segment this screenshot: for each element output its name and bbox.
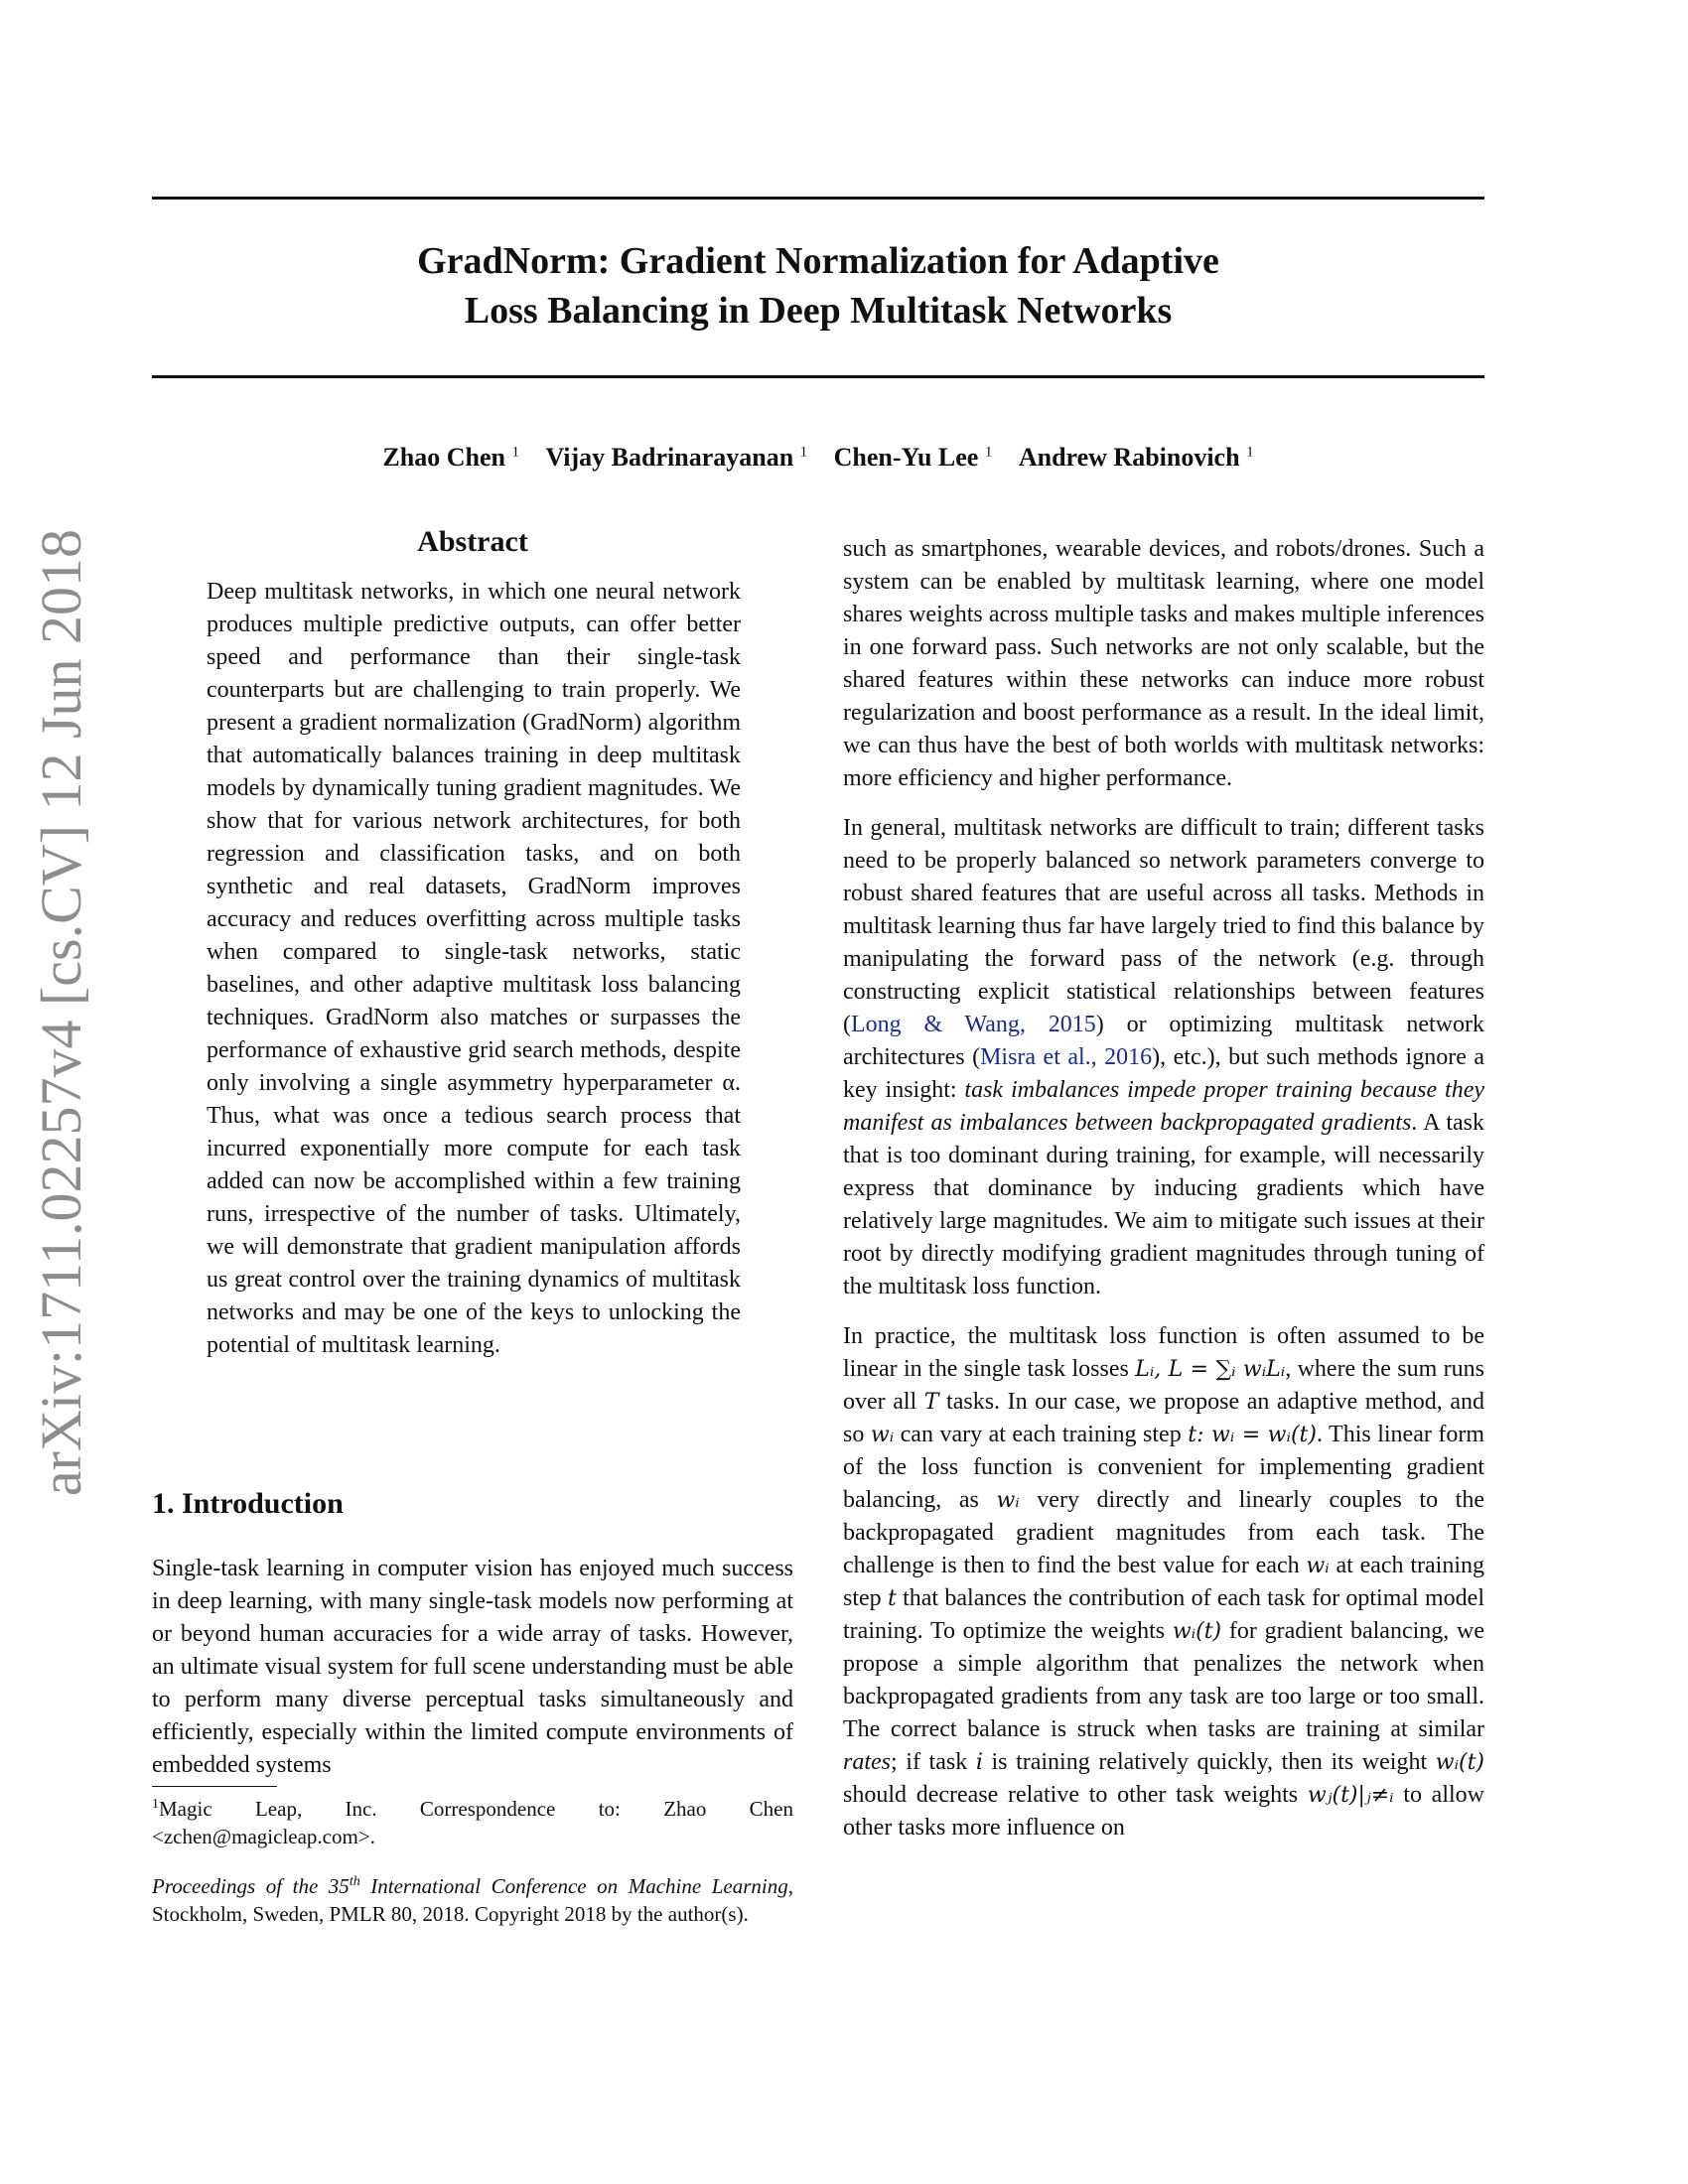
- emphasis-text: rates: [843, 1749, 891, 1775]
- text-run: In general, multitask networks are difficult to train; different tasks need to be properly balanced so network parameters converge to robust shared features that are useful across all tasks. Methods in multitask learning thus far have largely tried to find this balance by manipulating the forward pass of the network (e.g. through constructing explicit statistical relationships between features (: [843, 815, 1484, 1037]
- title-top-rule: [152, 197, 1484, 200]
- text-run: very directly and linearly couples to the backpropagated gradient magnitudes from each task. The challenge is then to find the best value for each: [843, 1487, 1484, 1578]
- author: [1019, 443, 1254, 472]
- math-inline: Lᵢ, L = ∑ᵢ wᵢLᵢ: [1135, 1357, 1286, 1382]
- text-run: . This linear form of the loss function is convenient for implementing gradient balancing, as: [843, 1422, 1484, 1513]
- text-run: . A task that is too dominant during training, for example, will necessarily express that dominance by inducing gradients which have relatively large magnitudes. We aim to mitigate such issues at their root by directly modifying gradient magnitudes through tuning of the multitask loss function.: [843, 1110, 1485, 1299]
- paragraph: such as smartphones, wearable devices, and robots/drones. Such a system can be enabled by multitask learning, where one model shares weights across multiple tasks and makes multiple inferences in one forward pass. Such networks are not only scalable, but the shared features within these networks can induce more robust regularization and boost performance as a result. In the ideal limit, we can thus have the best of both worlds with multitask networks: more efficiency and higher performance.: [843, 536, 1484, 791]
- arxiv-identifier[interactable]: arXiv:1711.02257v4 [cs.CV] 12 Jun 2018: [29, 528, 93, 1497]
- author-name: Vijay Badrinarayanan: [545, 442, 794, 472]
- title-line-2: Loss Balancing in Deep Multitask Networks: [464, 290, 1173, 332]
- author-list: [152, 434, 1484, 476]
- title-line-1: GradNorm: Gradient Normalization for Adaptive: [417, 240, 1219, 282]
- math-inline: wᵢ: [996, 1488, 1020, 1513]
- math-inline: wᵢ: [1306, 1554, 1330, 1578]
- author-name: Andrew Rabinovich: [1018, 442, 1240, 472]
- abstract-text: Deep multitask networks, in which one neural network produces multiple predictive outputs, can offer better speed and performance than their single-task counterparts but are challenging to train properly. We present a gradient normalization (GradNorm) algorithm that automatically balances training in deep multitask models by dynamically tuning gradient magnitudes. We show that for various network architectures, for both regression and classification tasks, and on both synthetic and real datasets, GradNorm improves accuracy and reduces overfitting across multiple tasks when compared to single-task networks, static baselines, and other adaptive multitask loss balancing techniques. GradNorm also matches or surpasses the performance of exhaustive grid search methods, despite only involving a single asymmetry hyperparameter α. Thus, what was once a tedious search process that incurred exponentially more compute for each task added can now be accomplished within a few training runs, irrespective of the number of tasks. Ultimately, we will demonstrate that gradient manipulation affords us great control over the training dynamics of multitask networks and may be one of the keys to unlocking the potential of multitask learning.: [207, 579, 741, 1358]
- math-inline: t: [887, 1586, 897, 1611]
- text-run: is training relatively quickly, then its weight: [982, 1749, 1436, 1775]
- proceedings-venue: Proceedings of the 35: [152, 1874, 350, 1898]
- citation-link[interactable]: Misra et al., 2016: [980, 1044, 1153, 1070]
- text-run: ) or optimizing multitask network architectures (: [843, 1012, 1484, 1070]
- proceedings-venue-cont: International Conference on Machine Learning: [359, 1874, 788, 1898]
- citation-link[interactable]: Long & Wang, 2015: [851, 1012, 1096, 1037]
- math-inline: wⱼ(t)|ⱼ≠ᵢ: [1307, 1783, 1394, 1808]
- text-run: at each training step: [843, 1553, 1484, 1611]
- paper-title: [152, 236, 1484, 336]
- author: [382, 443, 519, 472]
- text-run: can vary at each training step: [894, 1422, 1189, 1447]
- math-inline: wᵢ(t): [1172, 1619, 1222, 1644]
- emphasis-text: task imbalances impede proper training because they manifest as imbalances between backpropagated gradients: [843, 1077, 1484, 1136]
- text-run: to allow other tasks more influence on: [843, 1782, 1484, 1841]
- math-inline: i: [975, 1750, 983, 1775]
- math-inline: wᵢ(t): [1435, 1750, 1484, 1775]
- text-run: ; if task: [891, 1749, 976, 1775]
- text-run: tasks. In our case, we propose an adaptive method, and so: [843, 1389, 1484, 1447]
- text-run: ), etc.), but such methods ignore a key insight:: [843, 1044, 1484, 1103]
- footnote: [152, 1791, 793, 1850]
- proceedings-ordinal: th: [349, 1874, 360, 1889]
- introduction-text: Single-task learning in computer vision has enjoyed much success in deep learning, with many single-task models now performing at or beyond human accuracies for a wide array of tasks. However, an ultimate visual system for full scene understanding must be able to perform many diverse perceptual tasks simultaneously and efficiently, especially within the limited compute environments of embedded systems: [152, 1556, 793, 1778]
- author: [834, 443, 993, 472]
- math-inline: t: wᵢ = wᵢ(t): [1188, 1423, 1317, 1447]
- title-bottom-rule: [152, 375, 1484, 378]
- footnote-rule: [152, 1786, 277, 1787]
- footnote-mark: 1: [152, 1797, 159, 1812]
- math-inline: T: [923, 1390, 939, 1415]
- text-run: should decrease relative to other task weights: [843, 1782, 1308, 1808]
- author-affiliation: 1: [799, 444, 808, 460]
- author-affiliation: 1: [984, 444, 993, 460]
- abstract-heading: Abstract: [417, 525, 528, 558]
- paragraph: [843, 812, 1484, 1303]
- proceedings-location: , Stockholm, Sweden, PMLR 80, 2018. Copyright 2018 by the author(s).: [152, 1874, 793, 1926]
- text-run: for gradient balancing, we propose a simple algorithm that penalizes the network when backpropagated gradients from any task are too large or too small. The correct balance is struck when tasks are training at similar: [843, 1618, 1485, 1742]
- author-name: Chen-Yu Lee: [833, 442, 979, 472]
- math-inline: wᵢ: [870, 1423, 895, 1447]
- text-run: that balances the contribution of each task for optimal model training. To optimize the weights: [843, 1585, 1484, 1644]
- proceedings-note: [152, 1868, 793, 1928]
- footnote-text: Magic Leap, Inc. Correspondence to: Zhao Chen <zchen@magicleap.com>.: [152, 1797, 793, 1848]
- author-affiliation: 1: [1246, 444, 1254, 460]
- right-column: [843, 533, 1484, 1861]
- author-name: Zhao Chen: [382, 442, 505, 472]
- paragraph: [843, 1320, 1484, 1844]
- text-run: In practice, the multitask loss function is often assumed to be linear in the single task losses: [843, 1323, 1484, 1382]
- author: [545, 443, 807, 472]
- text-run: , where the sum runs over all: [843, 1356, 1485, 1415]
- author-affiliation: 1: [511, 444, 519, 460]
- section-heading-introduction: 1. Introduction: [152, 1487, 344, 1520]
